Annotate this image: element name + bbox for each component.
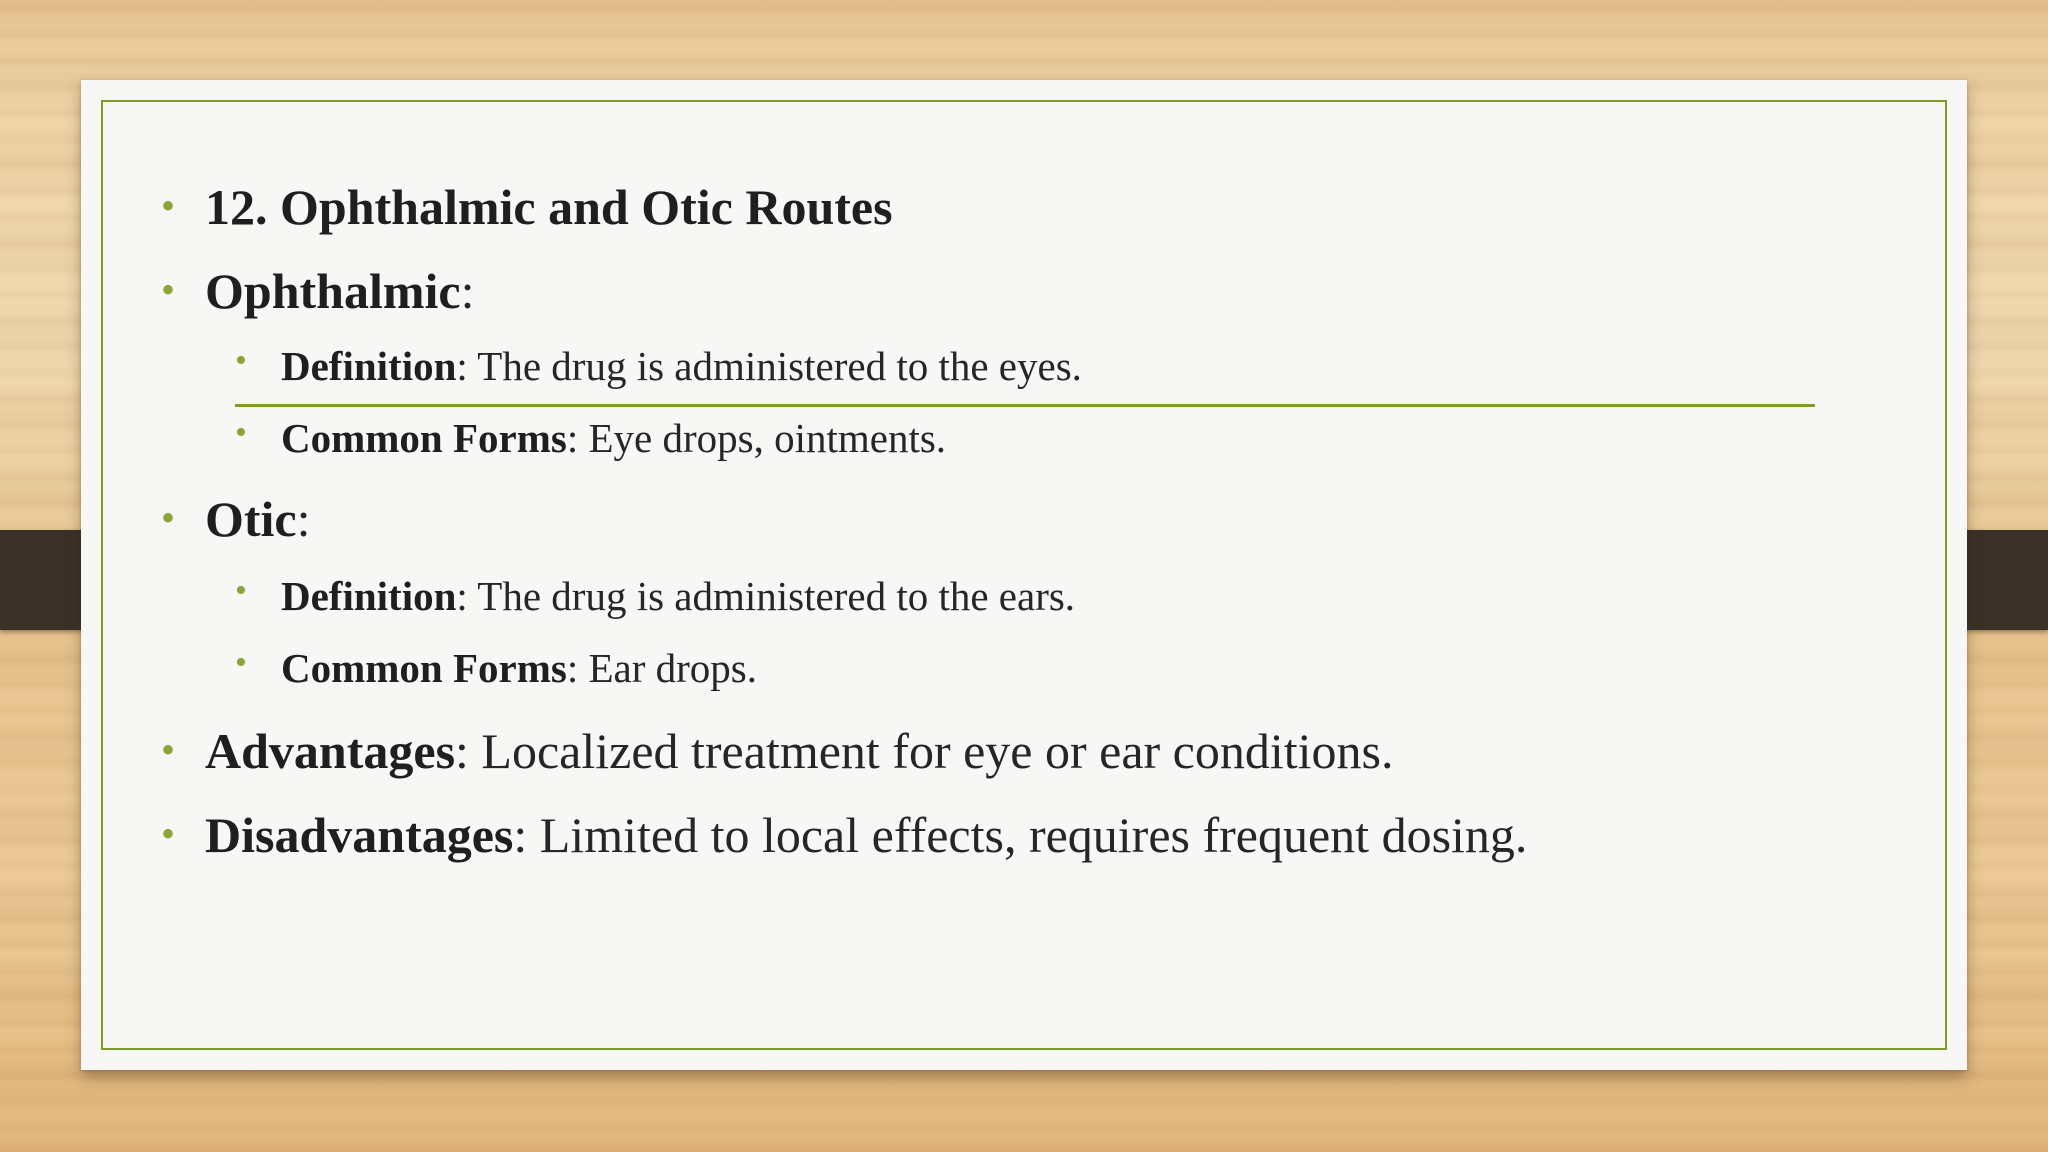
bullet-icon: • [235,414,247,451]
item-disadvantages-bold: Disadvantages [205,807,514,863]
item-ophthalmic-bold: Ophthalmic [205,263,461,319]
bullet-icon: • [161,183,176,228]
item-otic-forms-bold: Common Forms [281,645,567,691]
item-ophthalmic-forms-bold: Common Forms [281,415,567,461]
list-item-ophthalmic-definition [235,342,1082,390]
list-item-otic-definition [235,572,1076,620]
slide-paper [81,80,1967,1070]
item-otic-forms-text: : Ear drops. [566,645,757,691]
bullet-icon: • [235,644,247,681]
list-item-otic [161,490,311,548]
item-advantages-bold: Advantages [205,723,456,779]
list-item-ophthalmic-forms [235,414,947,462]
item-otic-definition-text: : The drug is administered to the ears. [456,573,1076,619]
item-ophthalmic-definition-text: : The drug is administered to the eyes. [456,343,1082,389]
item-advantages-text: : Localized treatment for eye or ear conditions. [455,723,1394,779]
bullet-icon: • [161,811,176,856]
slide-content [81,80,1967,1070]
bullet-icon: • [235,572,247,609]
bullet-icon: • [161,267,176,312]
item-title-bold: 12. Ophthalmic and Otic Routes [205,179,893,235]
list-item-ophthalmic [161,262,475,320]
item-otic-bold: Otic [205,491,297,547]
item-otic-definition-bold: Definition [281,573,457,619]
item-ophthalmic-text: : [460,263,475,319]
bullet-icon: • [161,495,176,540]
bullet-icon: • [235,342,247,379]
list-item-advantages [161,722,1394,780]
bullet-icon: • [161,727,176,772]
item-disadvantages-text: : Limited to local effects, requires frequent dosing. [513,807,1528,863]
item-ophthalmic-definition-bold: Definition [281,343,457,389]
list-item-otic-forms [235,644,757,692]
list-item-title [161,178,893,236]
item-otic-text: : [296,491,311,547]
item-ophthalmic-forms-text: : Eye drops, ointments. [566,415,947,461]
list-item-disadvantages [161,806,1528,864]
